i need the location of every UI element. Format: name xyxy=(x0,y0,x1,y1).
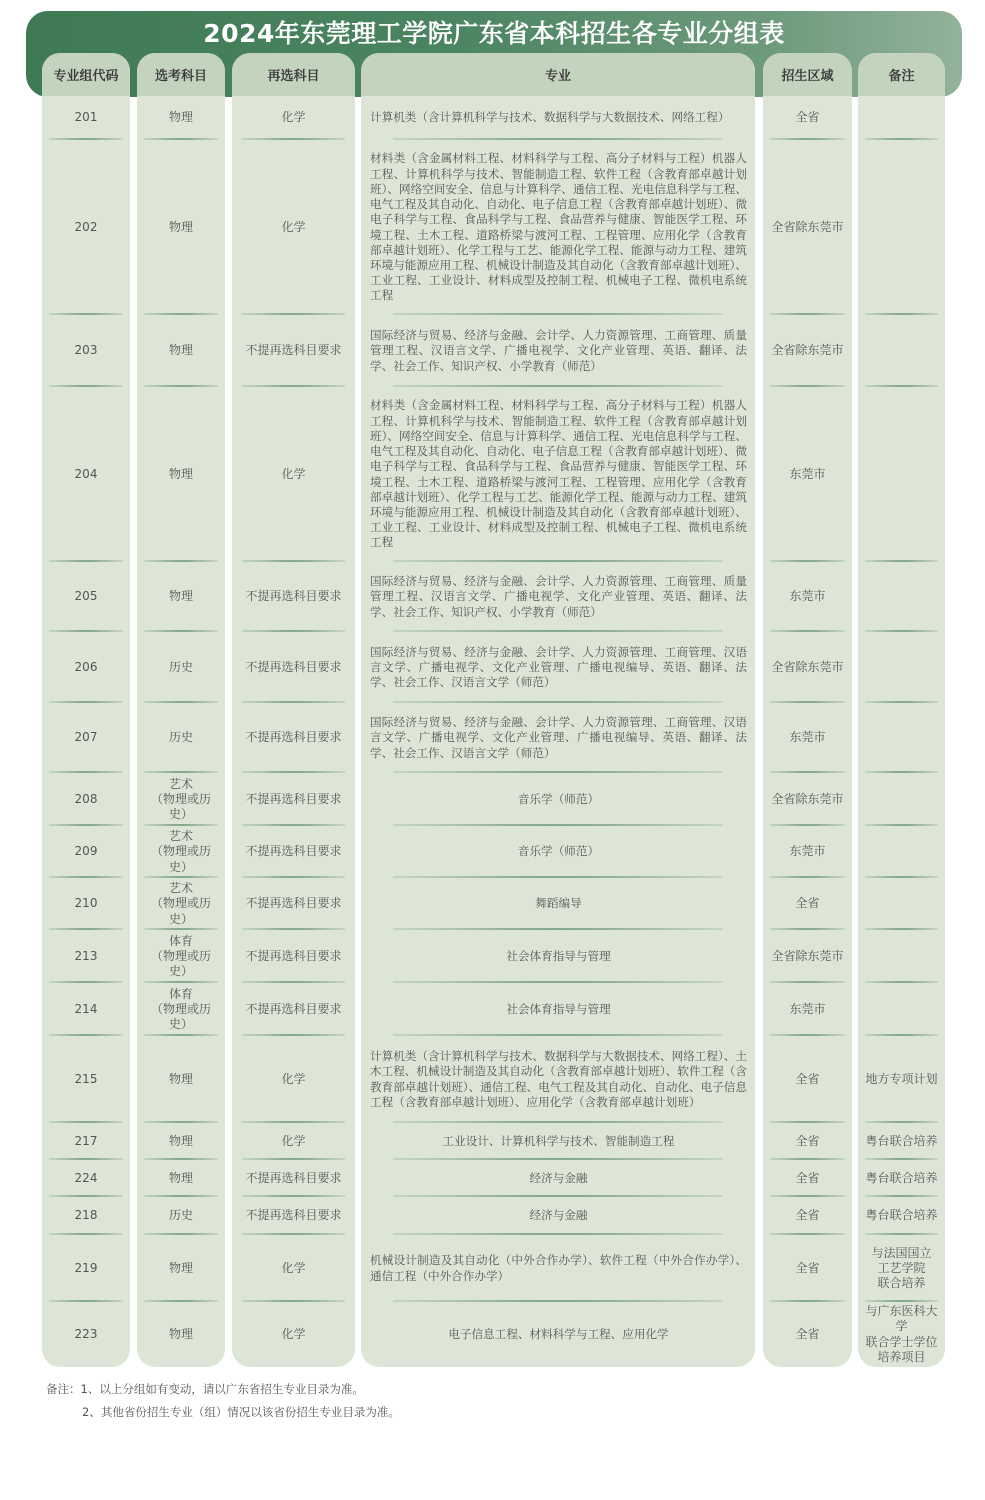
subject-cell xyxy=(137,96,225,140)
subject-cell xyxy=(137,562,225,632)
region-text: 全省 xyxy=(795,110,820,125)
reselect-cell xyxy=(232,703,355,773)
code-text: 213 xyxy=(74,948,98,963)
reselect-text: 不提再选科目要求 xyxy=(245,730,342,745)
footnote-label: 备注： xyxy=(46,1382,81,1396)
majors-text: 材料类（含金属材料工程、材料科学与工程、高分子材料与工程）机器人工程、计算机科学与技术、智能制造工程、软件工程（含教育部卓越计划班）、网络空间安全、信息与计算科学、通信工程、光电信息科学与工程、电气工程及其自动化、自动化、电子信息工程（含教育部卓越计划班）、微电子科学与工程、食品科学与工程、食品营养与健康、智能医学工程、环境工程、土木工程、道路桥梁与渡河工程、工程管理、应用化学（含教育部卓越计划班）、化学工程与工艺、能源化学工程、能源与动力工程、建筑环境与能源应用工程、机械设计制造及其自动化（含教育部卓越计划班）、工业工程、工业设计、材料成型及控制工程、机械电子工程、微机电系统工程 xyxy=(370,398,747,550)
remark-cell xyxy=(858,983,945,1036)
reselect-text: 不提再选科目要求 xyxy=(245,844,342,859)
majors-cell xyxy=(361,703,755,773)
reselect-text: 不提再选科目要求 xyxy=(245,1208,342,1223)
footnote-2: 2、其他省份招生专业（组）情况以该省份招生专业目录为准。 xyxy=(82,1405,400,1419)
majors-text: 社会体育指导与管理 xyxy=(506,1001,611,1016)
reselect-cell xyxy=(232,930,355,983)
subject-cell xyxy=(137,1036,225,1123)
code-cell xyxy=(42,1123,130,1160)
remark-cell xyxy=(858,562,945,632)
region-cell xyxy=(763,387,852,562)
region-text: 全省除东莞市 xyxy=(771,343,844,358)
subject-cell xyxy=(137,930,225,983)
region-cell xyxy=(763,140,852,315)
code-text: 204 xyxy=(74,466,98,481)
code-cell xyxy=(42,315,130,387)
subject-text: 物理 xyxy=(168,1170,193,1185)
region-text: 全省 xyxy=(795,1260,820,1275)
majors-cell xyxy=(361,1123,755,1160)
majors-cell xyxy=(361,983,755,1036)
header-code: 专业组代码 xyxy=(42,53,130,96)
majors-text: 国际经济与贸易、经济与金融、会计学、人力资源管理、工商管理、汉语言文学、广播电视学、文化产业管理、广播电视编导、英语、翻译、法学、社会工作、汉语言文学（师范） xyxy=(370,715,747,760)
majors-text: 舞蹈编导 xyxy=(535,896,582,911)
majors-text: 音乐学（师范） xyxy=(517,844,600,859)
code-text: 224 xyxy=(74,1170,98,1185)
code-cell xyxy=(42,632,130,703)
majors-cell xyxy=(361,1302,755,1367)
header-reselect: 再选科目 xyxy=(232,53,355,96)
reselect-cell xyxy=(232,1160,355,1197)
region-cell xyxy=(763,983,852,1036)
region-cell xyxy=(763,1197,852,1235)
subject-cell xyxy=(137,703,225,773)
subject-cell xyxy=(137,826,225,878)
code-text: 215 xyxy=(74,1071,98,1086)
reselect-cell xyxy=(232,140,355,315)
region-text: 全省 xyxy=(795,1071,820,1086)
reselect-cell xyxy=(232,96,355,140)
code-text: 206 xyxy=(74,659,98,674)
subject-cell xyxy=(137,983,225,1036)
region-text: 全省除东莞市 xyxy=(771,948,844,963)
code-text: 219 xyxy=(74,1260,98,1275)
code-text: 218 xyxy=(74,1208,98,1223)
code-cell xyxy=(42,773,130,826)
majors-cells xyxy=(361,96,755,1367)
majors-text: 计算机类（含计算机科学与技术、数据科学与大数据技术、网络工程） xyxy=(370,110,730,125)
reselect-text: 化学 xyxy=(281,110,306,125)
subject-text: 物理 xyxy=(168,466,193,481)
subject-note: （物理或历史） xyxy=(150,896,211,926)
region-text: 全省除东莞市 xyxy=(771,219,844,234)
subject-cell xyxy=(137,387,225,562)
region-cell xyxy=(763,632,852,703)
subject-text: 物理 xyxy=(168,1133,193,1148)
remark-line: 与法国国立 xyxy=(871,1245,932,1260)
code-text: 203 xyxy=(74,343,98,358)
majors-cell xyxy=(361,632,755,703)
region-cells xyxy=(763,96,852,1367)
remark-cells xyxy=(858,96,945,1367)
region-text: 全省除东莞市 xyxy=(771,791,844,806)
remark-cell xyxy=(858,1160,945,1197)
majors-cell xyxy=(361,1036,755,1123)
remark-cell xyxy=(858,387,945,562)
majors-cell xyxy=(361,387,755,562)
region-cell xyxy=(763,96,852,140)
remark-text: 地方专项计划 xyxy=(865,1071,938,1086)
subject-main: 艺术 xyxy=(168,829,193,844)
subject-note: （物理或历史） xyxy=(150,1001,211,1032)
region-text: 全省 xyxy=(795,896,820,911)
region-cell xyxy=(763,1302,852,1367)
reselect-cell xyxy=(232,1036,355,1123)
remark-cell xyxy=(858,1302,945,1367)
reselect-cell xyxy=(232,1302,355,1367)
remark-cell xyxy=(858,632,945,703)
majors-text: 国际经济与贸易、经济与金融、会计学、人力资源管理、工商管理、质量管理工程、汉语言文学、广播电视学、文化产业管理、英语、翻译、法学、社会工作、知识产权、小学教育（师范） xyxy=(370,574,747,619)
subject-cell xyxy=(137,140,225,315)
subject-cell xyxy=(137,1123,225,1160)
code-cell xyxy=(42,562,130,632)
majors-text: 经济与金融 xyxy=(529,1208,588,1223)
reselect-text: 不提再选科目要求 xyxy=(245,791,342,806)
subject-text: 物理 xyxy=(168,343,193,358)
region-cell xyxy=(763,1036,852,1123)
region-cell xyxy=(763,773,852,826)
code-cell xyxy=(42,983,130,1036)
region-text: 全省 xyxy=(795,1326,820,1341)
majors-cell xyxy=(361,826,755,878)
subject-text: 物理 xyxy=(168,1326,193,1341)
reselect-text: 不提再选科目要求 xyxy=(245,948,342,963)
remark-cell xyxy=(858,96,945,140)
reselect-text: 不提再选科目要求 xyxy=(245,589,342,604)
subject-cell xyxy=(137,1302,225,1367)
majors-cell xyxy=(361,1160,755,1197)
majors-text: 工业设计、计算机科学与技术、智能制造工程 xyxy=(442,1133,675,1148)
footnotes xyxy=(46,1378,400,1424)
remark-line: 工艺学院 xyxy=(877,1260,926,1275)
remark-cell xyxy=(858,878,945,930)
code-text: 201 xyxy=(74,110,98,125)
remark-cell xyxy=(858,930,945,983)
remark-cell xyxy=(858,703,945,773)
code-text: 223 xyxy=(74,1326,98,1341)
subject-note: （物理或历史） xyxy=(150,791,211,822)
region-text: 东莞市 xyxy=(789,1001,826,1016)
majors-text: 国际经济与贸易、经济与金融、会计学、人力资源管理、工商管理、汉语言文学、广播电视学、文化产业管理、广播电视编导、英语、翻译、法学、社会工作、汉语言文学（师范） xyxy=(370,644,747,690)
region-text: 东莞市 xyxy=(789,589,826,604)
region-cell xyxy=(763,1160,852,1197)
reselect-text: 化学 xyxy=(281,1326,306,1341)
column-code xyxy=(42,53,130,1367)
code-text: 207 xyxy=(74,730,98,745)
subject-cell xyxy=(137,1235,225,1302)
code-cell xyxy=(42,703,130,773)
page-title: 2024年东莞理工学院广东省本科招生各专业分组表 xyxy=(203,19,785,48)
reselect-text: 化学 xyxy=(281,219,306,234)
code-cell xyxy=(42,1235,130,1302)
reselect-cell xyxy=(232,983,355,1036)
reselect-cell xyxy=(232,387,355,562)
region-cell xyxy=(763,315,852,387)
region-text: 东莞市 xyxy=(789,844,826,859)
region-text: 全省 xyxy=(795,1133,820,1148)
reselect-cell xyxy=(232,315,355,387)
code-text: 205 xyxy=(74,589,98,604)
remark-line: 培养项目 xyxy=(877,1349,926,1364)
subject-main: 艺术 xyxy=(168,776,193,791)
majors-cell xyxy=(361,930,755,983)
reselect-cell xyxy=(232,562,355,632)
reselect-cell xyxy=(232,1197,355,1235)
code-cell xyxy=(42,140,130,315)
header-subject: 选考科目 xyxy=(137,53,225,96)
remark-cell xyxy=(858,1123,945,1160)
code-cell xyxy=(42,1197,130,1235)
column-region xyxy=(763,53,852,1367)
code-text: 210 xyxy=(74,896,98,911)
remark-text: 粤台联合培养 xyxy=(865,1208,938,1223)
subject-text: 物理 xyxy=(168,110,193,125)
reselect-text: 不提再选科目要求 xyxy=(245,659,342,674)
subject-text: 历史 xyxy=(168,659,193,674)
region-cell xyxy=(763,878,852,930)
code-cell xyxy=(42,930,130,983)
column-subject xyxy=(137,53,225,1367)
reselect-cells xyxy=(232,96,355,1367)
reselect-cell xyxy=(232,1123,355,1160)
majors-cell xyxy=(361,1235,755,1302)
subject-text: 历史 xyxy=(168,1208,193,1223)
majors-text: 机械设计制造及其自动化（中外合作办学）、软件工程（中外合作办学）、通信工程（中外合作办学） xyxy=(370,1253,747,1283)
subject-main: 体育 xyxy=(168,986,193,1001)
remark-text: 粤台联合培养 xyxy=(865,1170,938,1185)
region-cell xyxy=(763,930,852,983)
subject-text: 物理 xyxy=(168,1071,193,1086)
region-text: 全省 xyxy=(795,1208,820,1223)
reselect-text: 化学 xyxy=(281,466,306,481)
region-cell xyxy=(763,1123,852,1160)
header-majors: 专业 xyxy=(361,53,755,96)
majors-text: 材料类（含金属材料工程、材料科学与工程、高分子材料与工程）机器人工程、计算机科学与技术、智能制造工程、软件工程（含教育部卓越计划班）、网络空间安全、信息与计算科学、通信工程、光电信息科学与工程、电气工程及其自动化、自动化、电子信息工程（含教育部卓越计划班）、微电子科学与工程、食品科学与工程、食品营养与健康、智能医学工程、环境工程、土木工程、道路桥梁与渡河工程、工程管理、应用化学（含教育部卓越计划班）、化学工程与工艺、能源化学工程、能源与动力工程、建筑环境与能源应用工程、机械设计制造及其自动化（含教育部卓越计划班）、工业工程、工业设计、材料成型及控制工程、机械电子工程、微机电系统工程 xyxy=(370,151,747,303)
subject-main: 体育 xyxy=(168,933,193,948)
remark-line: 联合学士学位 xyxy=(865,1334,938,1349)
reselect-cell xyxy=(232,773,355,826)
code-text: 202 xyxy=(74,219,98,234)
code-cell xyxy=(42,878,130,930)
majors-text: 电子信息工程、材料科学与工程、应用化学 xyxy=(448,1326,669,1341)
code-cell xyxy=(42,96,130,140)
code-cell xyxy=(42,1160,130,1197)
code-text: 214 xyxy=(74,1001,98,1016)
subject-text: 物理 xyxy=(168,1260,193,1275)
code-cells xyxy=(42,96,130,1367)
region-cell xyxy=(763,826,852,878)
reselect-text: 不提再选科目要求 xyxy=(245,1001,342,1016)
majors-cell xyxy=(361,315,755,387)
column-remark xyxy=(858,53,945,1367)
code-text: 209 xyxy=(74,844,98,859)
subject-text: 历史 xyxy=(168,730,193,745)
reselect-text: 化学 xyxy=(281,1133,306,1148)
majors-cell xyxy=(361,96,755,140)
region-cell xyxy=(763,703,852,773)
header-remark: 备注 xyxy=(858,53,945,96)
remark-line: 联合培养 xyxy=(877,1276,926,1291)
remark-cell xyxy=(858,773,945,826)
majors-text: 国际经济与贸易、经济与金融、会计学、人力资源管理、工商管理、质量管理工程、汉语言文学、广播电视学、文化产业管理、英语、翻译、法学、社会工作、知识产权、小学教育（师范） xyxy=(370,328,747,373)
subject-note: （物理或历史） xyxy=(150,948,211,979)
region-text: 东莞市 xyxy=(789,730,826,745)
remark-cell xyxy=(858,1036,945,1123)
reselect-cell xyxy=(232,826,355,878)
reselect-text: 不提再选科目要求 xyxy=(245,1170,342,1185)
code-cell xyxy=(42,387,130,562)
region-cell xyxy=(763,562,852,632)
subject-text: 物理 xyxy=(168,219,193,234)
reselect-text: 不提再选科目要求 xyxy=(245,343,342,358)
reselect-cell xyxy=(232,878,355,930)
subject-cell xyxy=(137,878,225,930)
code-text: 217 xyxy=(74,1133,98,1148)
column-reselect xyxy=(232,53,355,1367)
region-cell xyxy=(763,1235,852,1302)
header-region: 招生区域 xyxy=(763,53,852,96)
column-majors xyxy=(361,53,755,1367)
reselect-text: 化学 xyxy=(281,1071,306,1086)
code-cell xyxy=(42,1302,130,1367)
majors-cell xyxy=(361,140,755,315)
reselect-cell xyxy=(232,632,355,703)
subject-cell xyxy=(137,1160,225,1197)
majors-cell xyxy=(361,878,755,930)
subject-cell xyxy=(137,315,225,387)
subject-cell xyxy=(137,632,225,703)
subject-cell xyxy=(137,1197,225,1235)
region-text: 全省除东莞市 xyxy=(771,659,844,674)
footnote-1: 备注：1、以上分组如有变动，请以广东省招生专业目录为准。 xyxy=(46,1382,364,1396)
subject-cell xyxy=(137,773,225,826)
region-text: 东莞市 xyxy=(789,466,826,481)
code-text: 208 xyxy=(74,791,98,806)
code-cell xyxy=(42,826,130,878)
code-cell xyxy=(42,1036,130,1123)
region-text: 全省 xyxy=(795,1170,820,1185)
majors-cell xyxy=(361,562,755,632)
reselect-cell xyxy=(232,1235,355,1302)
majors-text: 经济与金融 xyxy=(529,1170,588,1185)
remark-cell xyxy=(858,140,945,315)
majors-text: 社会体育指导与管理 xyxy=(506,948,611,963)
subject-cells xyxy=(137,96,225,1367)
majors-text: 计算机类（含计算机科学与技术、数据科学与大数据技术、网络工程）、土木工程、机械设计制造及其自动化（含教育部卓越计划班）、软件工程（含教育部卓越计划班）、通信工程、电气工程及其自动化、自动化、电子信息工程（含教育部卓越计划班）、应用化学（含教育部卓越计划班） xyxy=(370,1049,747,1109)
reselect-text: 化学 xyxy=(281,1260,306,1275)
remark-text: 粤台联合培养 xyxy=(865,1133,938,1148)
remark-line: 与广东医科大学 xyxy=(865,1304,938,1334)
subject-text: 物理 xyxy=(168,589,193,604)
subject-note: （物理或历史） xyxy=(150,844,211,874)
majors-cell xyxy=(361,1197,755,1235)
majors-text: 音乐学（师范） xyxy=(517,791,600,806)
remark-cell xyxy=(858,1197,945,1235)
subject-main: 艺术 xyxy=(168,881,193,896)
majors-cell xyxy=(361,773,755,826)
remark-cell xyxy=(858,315,945,387)
remark-cell xyxy=(858,1235,945,1302)
reselect-text: 不提再选科目要求 xyxy=(245,896,342,911)
remark-cell xyxy=(858,826,945,878)
